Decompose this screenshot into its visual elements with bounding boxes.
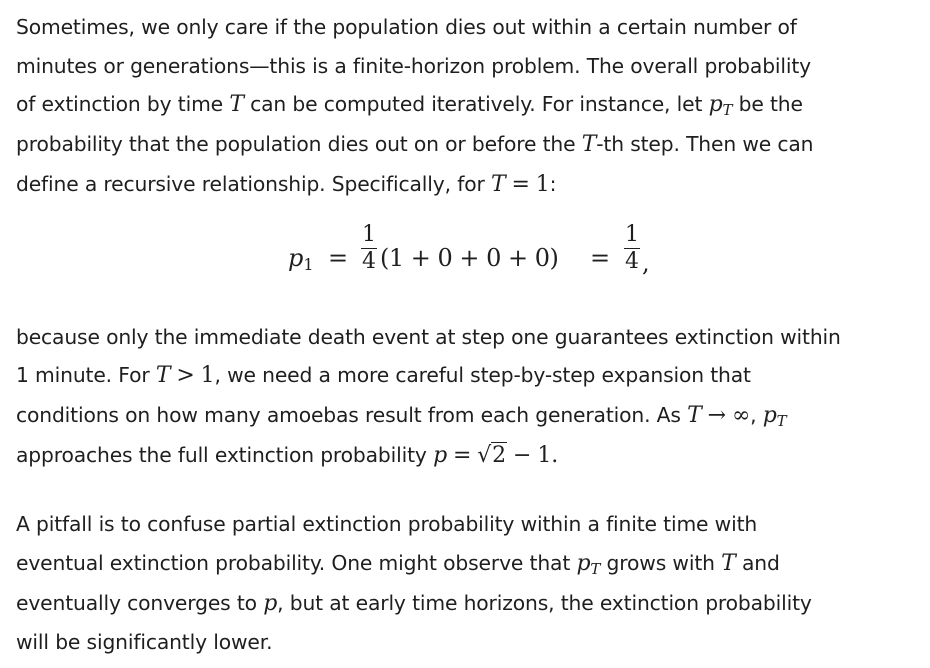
text: approaches the full extinction probability <box>16 442 434 467</box>
text: Sometimes, we only care if the population dies out within a certain number of <box>16 15 797 39</box>
math-variable-p: p <box>433 442 447 468</box>
paragraph-1-line-2 <box>16 47 916 86</box>
paragraph-spacer <box>16 475 916 505</box>
text: : <box>549 171 557 196</box>
math-subscript: T <box>590 560 601 579</box>
math-equals: = <box>590 243 611 272</box>
radicand: 2 <box>492 442 507 468</box>
math-minus: − <box>513 442 532 468</box>
math-variable-T: T <box>581 132 597 158</box>
fraction-numerator: 1 <box>362 221 376 247</box>
display-equation <box>288 217 668 297</box>
paragraph-1-line-1 <box>16 8 916 47</box>
math-variable-T: T <box>490 171 506 197</box>
fraction-numerator: 1 <box>625 221 639 247</box>
paragraph-2-line-1 <box>16 318 916 357</box>
math-number: 1 <box>535 171 550 197</box>
math-variable-p: p <box>762 402 777 428</box>
text: eventually converges to <box>16 590 264 615</box>
math-comma: , <box>642 248 650 277</box>
equation-lhs <box>288 243 314 274</box>
math-variable-p: p <box>576 551 591 577</box>
paragraph-1-line-3 <box>16 85 916 125</box>
math-greater-than: > <box>176 363 195 389</box>
fraction-one-quarter <box>624 223 640 275</box>
text: 1 minute. For <box>16 363 156 388</box>
math-equals: = <box>453 442 472 468</box>
text: -th step. Then we can <box>596 132 814 157</box>
fraction-one-quarter <box>361 223 377 275</box>
text: because only the immediate death event at step one guarantees extinction within <box>16 324 841 349</box>
math-number: 1 <box>200 363 215 389</box>
math-period: . <box>551 442 559 468</box>
math-number: 1 <box>537 442 552 468</box>
text: , we need a more careful step-by-step expansion that <box>214 363 751 388</box>
text: conditions on how many amoebas result from each generation. As <box>16 402 688 427</box>
paragraph-2-line-4 <box>16 436 916 476</box>
text: probability that the population dies out on or before the <box>16 132 582 157</box>
text: , <box>750 402 763 427</box>
text: minutes or generations—this is a finite-horizon problem. The overall probability <box>16 53 812 78</box>
text: of extinction by time <box>16 92 230 117</box>
paragraph-3-line-3 <box>16 584 916 624</box>
paragraph-3-line-1 <box>16 505 916 544</box>
text: and <box>735 551 780 576</box>
text: , but at early time horizons, the extinction probability <box>277 590 812 615</box>
math-subscript: T <box>722 101 733 120</box>
paragraph-1-line-5 <box>16 165 916 205</box>
math-variable-T: T <box>155 363 171 389</box>
math-variable-T: T <box>721 551 736 577</box>
radical-sign: √ <box>477 442 492 468</box>
text: can be computed iteratively. For instance, let <box>243 92 709 117</box>
math-equals: = <box>511 171 530 197</box>
math-variable-T: T <box>687 402 702 428</box>
paragraph-1-line-4 <box>16 125 916 165</box>
display-equation-block <box>16 205 916 318</box>
math-variable-p: p <box>708 92 723 118</box>
text: be the <box>732 92 803 117</box>
fraction-denominator: 4 <box>625 249 639 275</box>
math-subscript: 1 <box>303 254 314 274</box>
text: A pitfall is to confuse partial extinction probability within a finite time with <box>16 512 758 537</box>
math-variable-p: p <box>288 243 304 272</box>
text: define a recursive relationship. Specifically, for <box>16 171 491 196</box>
fraction-denominator: 4 <box>362 249 376 275</box>
equation-sum: (1 + 0 + 0 + 0) <box>380 243 559 272</box>
paragraph-3-line-4 <box>16 623 916 662</box>
text: eventual extinction probability. One might observe that <box>16 551 577 576</box>
square-root <box>477 436 507 476</box>
paragraph-3-line-2 <box>16 544 916 584</box>
math-equals: = <box>328 243 349 272</box>
math-variable-p: p <box>263 590 278 616</box>
math-subscript: T <box>776 411 787 430</box>
article-body <box>16 8 916 662</box>
math-infinity: ∞ <box>731 402 751 428</box>
math-arrow: → <box>707 402 726 428</box>
math-variable-T: T <box>229 92 244 118</box>
paragraph-2-line-2 <box>16 356 916 396</box>
text: will be significantly lower. <box>16 630 273 655</box>
paragraph-2-line-3 <box>16 396 916 436</box>
text: grows with <box>600 551 722 576</box>
